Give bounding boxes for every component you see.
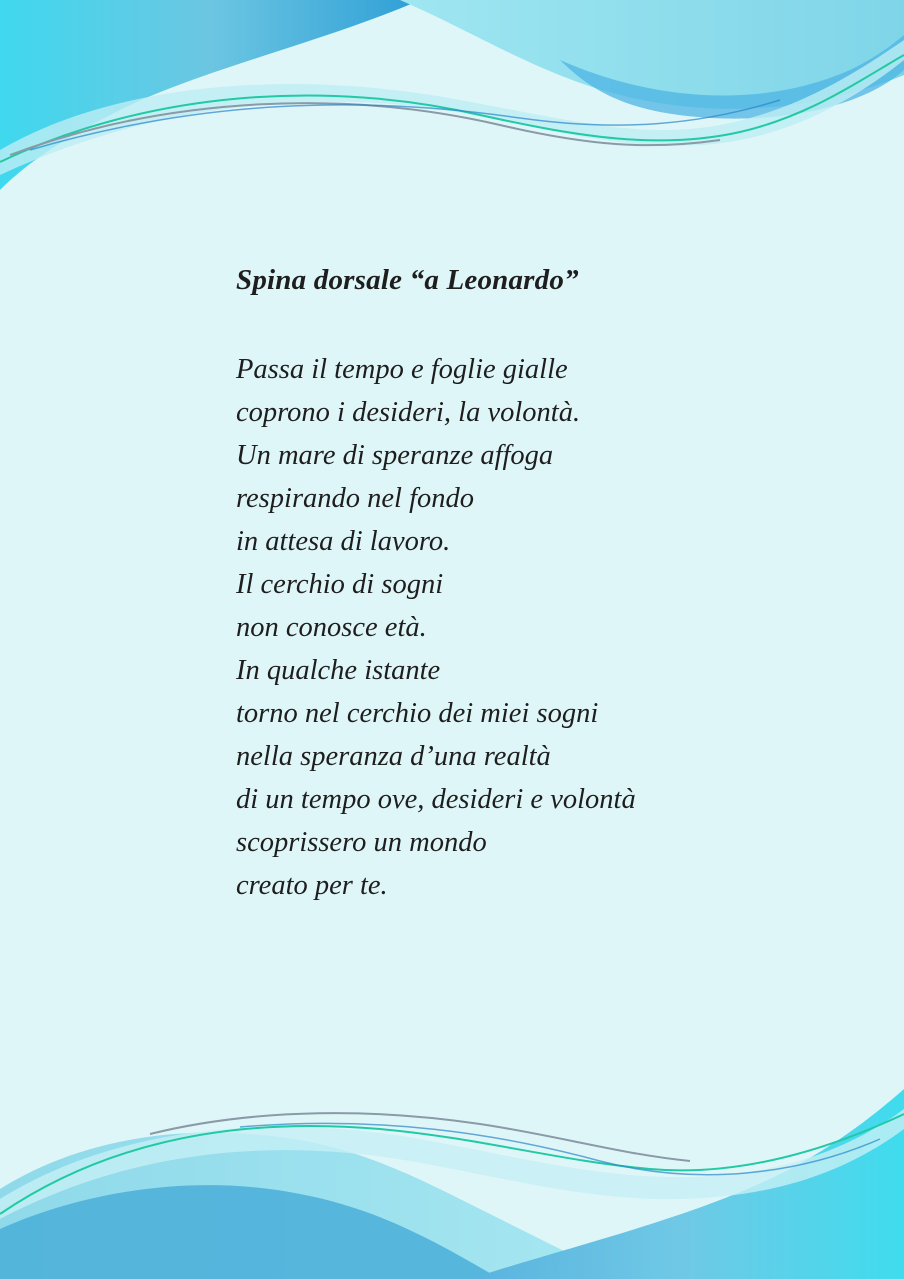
poem-title: Spina dorsale “a Leonardo” [236, 264, 579, 296]
poem-body [236, 348, 856, 907]
poem-line: Un mare di speranze affoga [236, 440, 554, 471]
top-wave-decoration [0, 0, 904, 200]
poem-line: nella speranza d’una realtà [236, 741, 551, 772]
poem-line: in attesa di lavoro. [236, 526, 451, 557]
poem-line: creato per te. [236, 870, 388, 901]
poem-line: Passa il tempo e foglie gialle [236, 354, 568, 385]
poem-line: In qualche istante [236, 655, 441, 686]
poem-line: non conosce età. [236, 612, 427, 643]
poem-line: respirando nel fondo [236, 483, 475, 514]
poem-line: Il cerchio di sogni [236, 569, 444, 600]
poem-line: coprono i desideri, la volontà. [236, 397, 581, 428]
poem-line: scoprissero un mondo [236, 827, 487, 858]
poem [236, 258, 856, 907]
poem-line: di un tempo ove, desideri e volontà [236, 784, 636, 815]
poem-line: torno nel cerchio dei miei sogni [236, 698, 599, 729]
bottom-wave-decoration [0, 1079, 904, 1279]
